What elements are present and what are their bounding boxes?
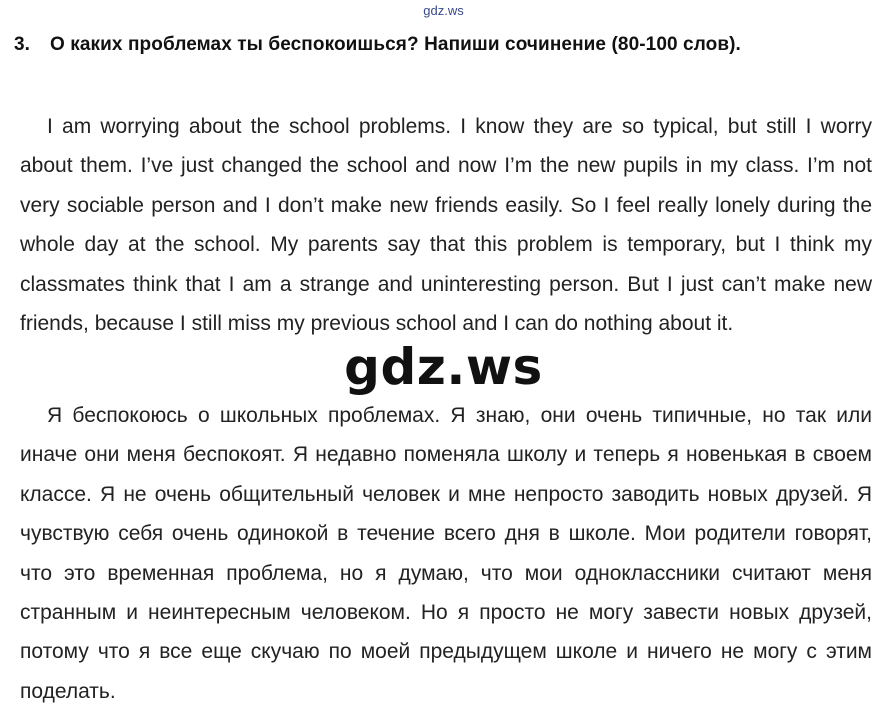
essay-russian: Я беспокоюсь о школьных проблемах. Я знаю, они очень типичные, но так или иначе они меня беспокоят. Я недавно поменяла школу и теперь я новенькая в своем классе. Я не очень общительный человек и мне непросто заводить новых друзей. Я чувствую себя очень одинокой в течение всего дня в школе. Мои родители говорят, что это временная проблема, но я думаю, что мои одноклассники считают меня странным и неинтересным человеком. Но я просто не могу завести новых друзей, потому что я все еще скучаю по моей предыдущем школе и ничего не могу с этим поделать.	[20, 404, 872, 703]
watermark: gdz.ws	[344, 338, 543, 396]
task-number: 3.	[14, 34, 31, 55]
site-tag[interactable]: gdz.ws	[423, 3, 464, 18]
essay-english: I am worrying about the school problems. I know they are so typical, but still I worry about them. I’ve just changed the school and now I’m the new pupils in my class. I’m not very sociable person and I don’t make new friends easily. So I feel really lonely during the whole day at the school. My parents say that this problem is temporary, but I think my classmates think that I am a strange and uninteresting person. But I just can’t make new friends, because I still miss my previous school and I can do nothing about it.	[20, 115, 872, 336]
task-prompt: О каких проблемах ты беспокоишься? Напиши сочинение (80-100 слов).	[50, 34, 741, 55]
task-header	[14, 34, 879, 56]
